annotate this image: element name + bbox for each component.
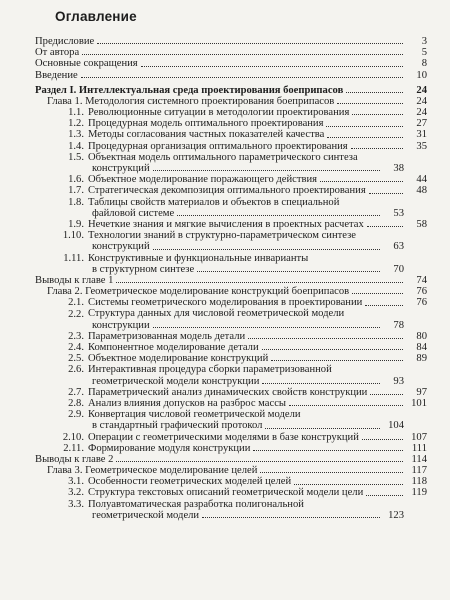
toc-entry [0,275,450,286]
toc-entry [0,70,450,81]
toc-entry [0,499,450,521]
toc-entry [0,107,450,118]
leader-dots [362,439,403,440]
page-title: Оглавление [55,9,137,24]
entry-title: Полуавтоматическая разработка полигональной [88,498,304,510]
page-number: 38 [393,163,404,175]
section-number: 1.2. [68,118,84,130]
entry-title: Выводы к главе 2 [35,453,114,465]
toc-entry [0,36,450,47]
leader-dots [294,484,403,485]
entry-title: Объектная модель оптимального параметрического синтеза [88,151,358,163]
entry-title: Параметризованная модель детали [88,330,246,342]
leader-dots [346,92,403,93]
section-number: 1.7. [68,185,84,197]
entry-title: Анализ влияния допусков на разброс массы [88,397,287,409]
entry-title: Объектное моделирование поражающего действия [88,174,318,186]
entry-title: Таблицы свойств материалов и объектов в специальной [88,196,340,208]
entry-title: Компонентное моделирование детали [88,342,259,354]
page-number: 35 [416,140,427,152]
page-number: 27 [416,118,427,130]
entry-title: Объектное моделирование конструкций [88,353,269,365]
toc-entry [0,253,450,275]
toc-entry [0,230,450,252]
entry-title: Введение [35,69,78,81]
entry-title: Технологии знаний в структурно-параметрическом синтезе [88,230,356,242]
toc-entry [0,174,450,185]
section-number: 2.10. [62,431,84,443]
toc-entry [0,409,450,431]
leader-dots [320,181,403,182]
leader-dots [81,77,403,78]
page-number: 118 [411,476,427,488]
entry-title: в структурном синтезе [92,263,195,275]
entry-title: Раздел I. Интеллектуальная среда проектирования боеприпасов [35,84,344,96]
toc-entry [0,488,450,499]
section-number: 2.3. [68,330,84,342]
leader-dots [82,54,403,55]
page-number: 48 [416,185,427,197]
entry-title: Глава 1. Методология системного проектирования боеприпасов [47,95,335,107]
toc-entry [0,96,450,107]
leader-dots [365,305,403,306]
section-number: 2.7. [68,386,84,398]
leader-dots [337,103,403,104]
toc-entry [0,130,450,141]
section-number: 2.4. [68,342,84,354]
page-number: 8 [421,58,427,70]
leader-dots [116,282,403,283]
section-number: 2.11. [63,442,84,454]
leader-dots [367,226,403,227]
entry-title: Нечеткие знания и мягкие вычисления в проектных расчетах [88,218,364,230]
entry-title: геометрической модели [92,509,200,521]
leader-dots [116,461,403,462]
toc-entry [0,141,450,152]
toc-entry [0,297,450,308]
section-number: 1.3. [68,129,84,141]
page-number: 76 [416,286,427,298]
page-number: 119 [411,487,427,499]
toc-entry [0,309,450,331]
leader-dots [153,170,380,171]
leader-dots [202,517,380,518]
entry-title: Формирование модуля конструкции [88,442,251,454]
toc-entry [0,185,450,196]
toc-entry [0,443,450,454]
toc-entry [0,197,450,219]
section-number: 1.4. [68,140,84,152]
section-number: 2.8. [68,397,84,409]
entry-title: Стратегическая декомпозиция оптимального проектирования [88,185,366,197]
toc-entry [0,118,450,129]
entry-title: Системы геометрического моделирования в проектировании [88,297,363,309]
toc-entry [0,286,450,297]
page-number: 31 [416,129,427,141]
entry-title: Глава 2. Геометрическое моделирование конструкций боеприпасов [47,286,350,298]
entry-title: Революционные ситуации в методологии проектирования [88,107,350,119]
page-number: 111 [411,442,427,454]
entry-title: Процедурная модель оптимального проектирования [88,118,324,130]
page-number: 114 [411,453,427,465]
page-number: 76 [416,297,427,309]
toc-entry [0,58,450,69]
entry-title: Предисловие [35,35,95,47]
leader-dots [289,405,403,406]
entry-title: От автора [35,47,80,59]
leader-dots [326,126,403,127]
section-number: 2.5. [68,353,84,365]
entry-title: конструкций [92,241,150,253]
entry-title: Выводы к главе 1 [35,274,114,286]
section-number: 2.1. [68,297,84,309]
section-number: 1.6. [68,174,84,186]
leader-dots [253,450,403,451]
page-number: 24 [416,107,427,119]
entry-title: Основные сокращения [35,58,138,70]
page-number: 93 [393,375,404,387]
section-number: 2.9. [68,409,84,421]
leader-dots [370,394,403,395]
entry-title: Конструктивные и функциональные инварианты [88,252,309,264]
page-number: 44 [416,174,427,186]
toc-entry [0,364,450,386]
entry-title: Особенности геометрических моделей целей [88,476,292,488]
page-number: 123 [388,509,404,521]
page-number: 24 [416,84,427,96]
page-number: 10 [416,69,427,81]
leader-dots [262,383,380,384]
toc-entry [0,387,450,398]
leader-dots [369,193,403,194]
page-number: 101 [411,397,427,409]
section-number: 3.3. [68,498,84,510]
section-number: 3.2. [68,487,84,499]
leader-dots [352,293,403,294]
page-number: 5 [421,47,427,59]
section-number: 1.10. [62,230,84,242]
entry-title: Интерактивная процедура сборки параметризованной [88,364,332,376]
leader-dots [153,327,380,328]
leader-dots [351,148,403,149]
toc-entry [0,342,450,353]
entry-title: Глава 3. Геометрическое моделирование целей [47,465,258,477]
leader-dots [265,428,380,429]
page-number: 80 [416,330,427,342]
entry-title: конструкции [92,319,150,331]
page-number: 24 [416,95,427,107]
entry-title: конструкций [92,163,150,175]
section-number: 1.5. [68,151,84,163]
entry-title: Операции с геометрическими моделями в базе конструкций [88,431,359,443]
section-number: 1.9. [68,218,84,230]
toc-entry [0,476,450,487]
page-number: 107 [411,431,427,443]
entry-title: Процедурная организация оптимального проектирования [88,140,348,152]
page-number: 104 [388,420,404,432]
section-number: 1.11. [63,252,84,264]
page-number: 97 [416,386,427,398]
section-number: 1.8. [68,196,84,208]
leader-dots [197,271,380,272]
page-number: 117 [411,465,427,477]
toc-entry [0,353,450,364]
page-number: 70 [393,263,404,275]
leader-dots [153,249,380,250]
page-number: 63 [393,241,404,253]
page-number: 3 [421,35,427,47]
leader-dots [327,137,403,138]
entry-title: Структура данных для числовой геометрической модели [88,308,345,320]
leader-dots [271,360,403,361]
entry-title: Методы согласования частных показателей качества [88,129,325,141]
leader-dots [177,215,380,216]
toc-entry [0,465,450,476]
toc-entry [0,454,450,465]
leader-dots [248,338,403,339]
leader-dots [141,66,403,67]
toc-entry [0,331,450,342]
page-number: 58 [416,218,427,230]
leader-dots [262,349,403,350]
page-number: 78 [393,319,404,331]
leader-dots [97,43,403,44]
entry-title: файловой системе [92,207,175,219]
page-number: 84 [416,342,427,354]
entry-title: Конвертация числовой геометрической модели [88,409,301,421]
toc-entry [0,398,450,409]
leader-dots [352,114,403,115]
section-number: 2.6. [68,364,84,376]
leader-dots [366,495,403,496]
entry-title: Структура текстовых описаний геометрической модели цели [88,487,364,499]
table-of-contents [0,36,450,521]
section-number: 2.2. [68,308,84,320]
entry-title: в стандартный графический протокол [92,420,263,432]
page-number: 53 [393,207,404,219]
toc-entry [0,85,450,96]
entry-title: геометрической модели конструкции [92,375,260,387]
section-number: 1.1. [68,107,84,119]
toc-entry [0,152,450,174]
section-number: 3.1. [68,476,84,488]
toc-entry [0,432,450,443]
page-number: 74 [416,274,427,286]
page-number: 89 [416,353,427,365]
toc-entry [0,219,450,230]
leader-dots [260,472,403,473]
entry-title: Параметрический анализ динамических свойств конструкции [88,386,368,398]
toc-entry [0,47,450,58]
